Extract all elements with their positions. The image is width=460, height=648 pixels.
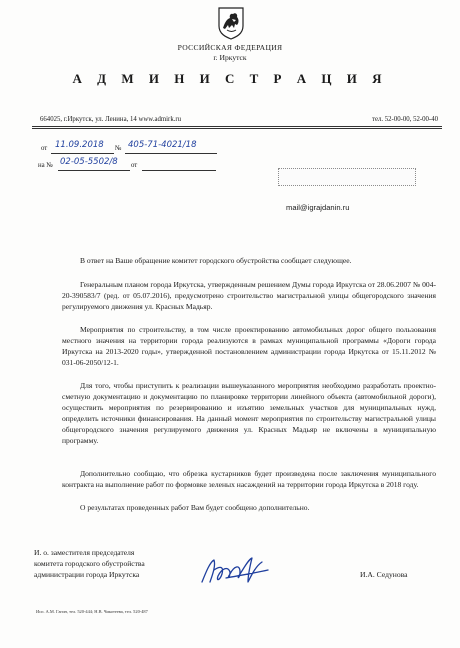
incoming-underline (58, 170, 130, 171)
body-paragraph-5: Дополнительно сообщаю, что обрезка кустарников будет произведена после заключения муниципального контракта на выполнение работ по формовке зеленых насаждений на территории города Иркутска в 2018 году. (62, 469, 436, 489)
body-paragraph-1: В ответ на Ваше обращение комитет городского обустройства сообщает следующее. (80, 256, 352, 265)
body-paragraph-3: Мероприятия по строительству, в том числе проектированию автомобильных дорог общего пользования местного значения на территории города реализуются в рамках муниципальной программы «Дороги города Иркутска на 2013-2020 годы», утвержденной постановлением администрации города Иркутска от 15.11.2012 № 031-06-2050/12-1. (62, 325, 436, 367)
incoming-date-underline (142, 170, 216, 171)
date-underline (51, 153, 114, 154)
postal-address: 664025, г.Иркутск, ул. Ленина, 14 www.admirk.ru (40, 116, 182, 123)
body-paragraph-6: О результатах проведенных работ Вам будет сообщено дополнительно. (80, 503, 310, 512)
date-prefix: от (41, 145, 48, 152)
signatory-position-line-3: администрации города Иркутска (34, 570, 140, 579)
irkutsk-coat-of-arms-icon (218, 6, 244, 40)
handwritten-incoming-number: 02-05-5502/8 (60, 157, 118, 167)
header-divider-top (32, 126, 442, 127)
incoming-prefix: на № (38, 162, 53, 169)
city-heading: г. Иркутск (213, 53, 247, 62)
signatory-position-line-2: комитета городского обустройства (34, 559, 145, 568)
recipient-email: mail@igrajdanin.ru (286, 203, 350, 212)
number-sign: № (115, 145, 122, 152)
body-paragraph-4: Для того, чтобы приступить к реализации вышеуказанного мероприятия необходимо разработать проектно-сметную документацию и документацию по планировке территории линейного объекта (автомобильной дороги), осуществить мероприятия по резервированию и изъятию земельных участков для муниципальных нужд, определить источники финансирования. На данный момент мероприятия по строительству магистральной улицы общегородского значения регулируемого движения ул. Красных Мадьяр не включены в муниципальную программу. (62, 381, 436, 445)
redacted-recipient-box (278, 168, 416, 186)
federation-heading: РОССИЙСКАЯ ФЕДЕРАЦИЯ (177, 43, 283, 52)
signatory-position (34, 547, 145, 580)
header-divider-bottom (32, 128, 442, 129)
executors-footnote: Исп. А.М. Гагин, тел. 520-444; Н.В. Чикотеева, тел. 520-487 (36, 609, 148, 614)
phone-numbers: тел. 52-00-00, 52-00-40 (371, 116, 438, 123)
signatory-name: И.А. Седунова (360, 570, 408, 579)
handwritten-date: 11.09.2018 (55, 140, 104, 150)
incoming-date-prefix: от (131, 162, 138, 169)
body-paragraph-2: Генеральным планом города Иркутска, утвержденным решением Думы города Иркутска от 28.06.2007 № 004-20-390583/7 (ред. от 05.07.2016), предусмотрено строительство магистральной улицы общегородского значения регулируемого движения ул. Красных Мадьяр. (62, 280, 436, 311)
administration-heading: А Д М И Н И С Т Р А Ц И Я (72, 71, 388, 86)
signatory-position-line-1: И. о. заместителя председателя (34, 548, 135, 557)
handwritten-signature (196, 552, 274, 590)
number-underline (125, 153, 217, 154)
handwritten-outgoing-number: 405-71-4021/18 (128, 140, 197, 150)
